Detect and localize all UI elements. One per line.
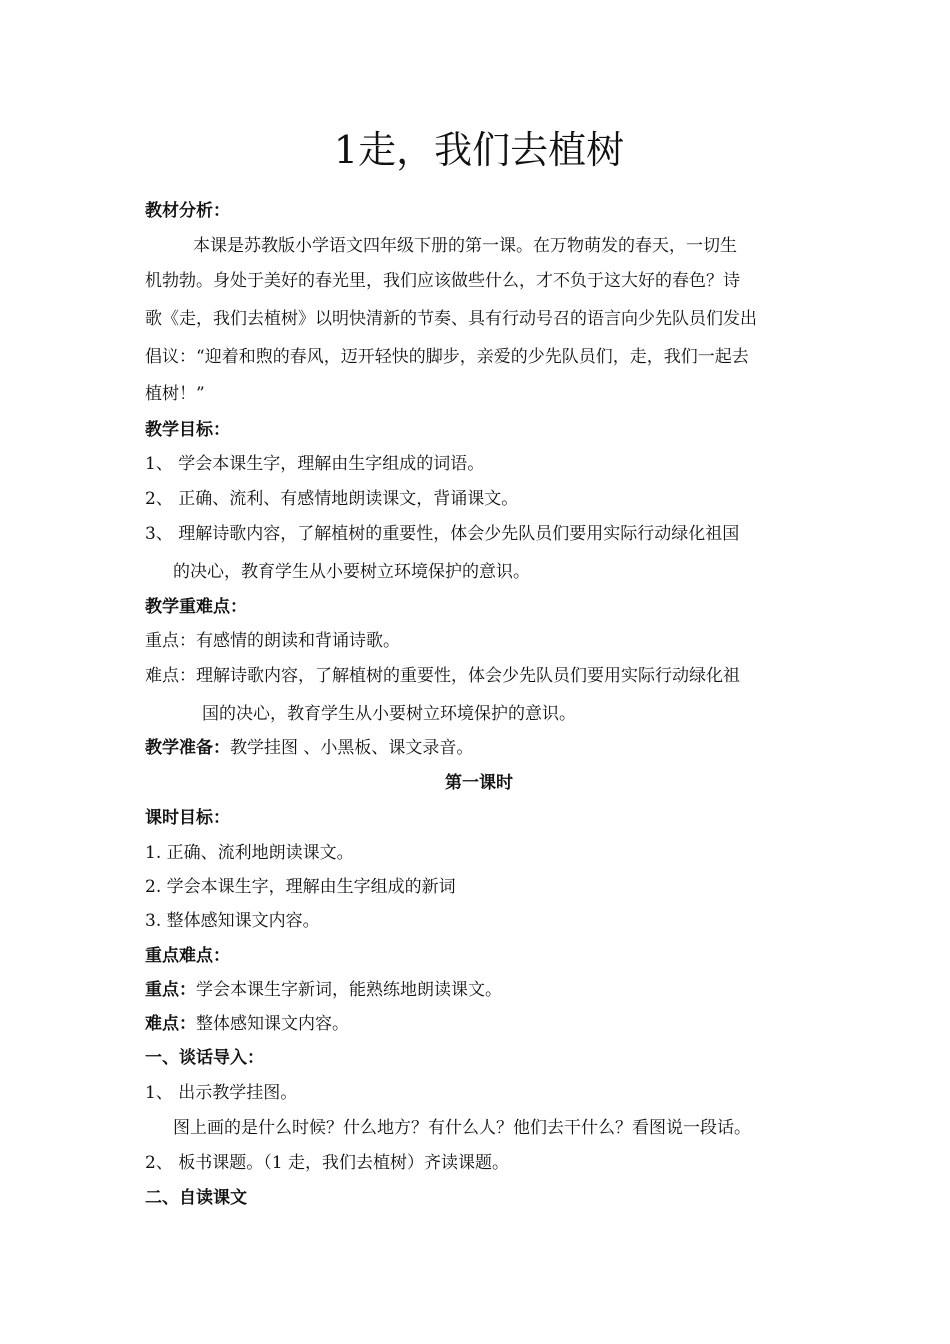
analysis-line-3: 歌《走，我们去植树》以明快清新的节奏、具有行动号召的语言向少先队员们发出 bbox=[145, 309, 757, 329]
analysis-line-4: 倡议：“迎着和煦的春风，迈开轻快的脚步，亲爱的少先队员们，走，我们一起去 bbox=[145, 347, 749, 367]
lesson1-goal-2: 2. 学会本课生字，理解由生字组成的新词 bbox=[145, 877, 456, 897]
lesson1-key-text: 学会本课生字新词，能熟练地朗读课文。 bbox=[196, 980, 502, 1000]
goals-heading: 教学目标： bbox=[145, 420, 230, 440]
lesson1-goal-3: 3. 整体感知课文内容。 bbox=[145, 911, 320, 931]
lesson1-key-label: 重点： bbox=[145, 980, 196, 1000]
prep-text: 教学挂图 、小黑板、课文录音。 bbox=[230, 738, 474, 758]
goal-item-3-cont: 的决心，教育学生从小要树立环境保护的意识。 bbox=[173, 562, 530, 582]
lesson1-goals-heading: 课时目标： bbox=[145, 808, 230, 828]
lesson1-key-line bbox=[145, 978, 502, 1002]
goal-item-1: 1、 学会本课生字，理解由生字组成的词语。 bbox=[145, 454, 485, 474]
section1-paragraph: 图上画的是什么时候？什么地方？有什么人？他们去干什么？看图说一段话。 bbox=[173, 1118, 751, 1138]
keypoints-difficult-cont: 国的决心，教育学生从小要树立环境保护的意识。 bbox=[202, 704, 576, 724]
lesson1-diff-label: 难点： bbox=[145, 1014, 196, 1034]
analysis-line-2: 机勃勃。身处于美好的春光里，我们应该做些什么，才不负于这大好的春色？诗 bbox=[145, 271, 740, 291]
section1-heading: 一、谈话导入： bbox=[145, 1048, 264, 1068]
lesson1-kd-heading: 重点难点： bbox=[145, 946, 230, 966]
keypoints-heading: 教学重难点： bbox=[145, 597, 247, 617]
analysis-line-1: 本课是苏教版小学语文四年级下册的第一课。在万物萌发的春天，一切生 bbox=[193, 236, 737, 256]
prep-line bbox=[145, 736, 473, 760]
analysis-heading: 教材分析： bbox=[145, 201, 230, 221]
goal-item-2: 2、 正确、流利、有感情地朗读课文，背诵课文。 bbox=[145, 489, 519, 509]
analysis-line-5: 植树！” bbox=[145, 384, 205, 404]
keypoints-difficult: 难点：理解诗歌内容，了解植树的重要性，体会少先队员们要用实际行动绿化祖 bbox=[145, 666, 740, 686]
goal-item-3: 3、 理解诗歌内容，了解植树的重要性，体会少先队员们要用实际行动绿化祖国 bbox=[145, 524, 740, 544]
page-title: 1走，我们去植树 bbox=[333, 128, 625, 172]
lesson1-goal-1: 1. 正确、流利地朗读课文。 bbox=[145, 843, 354, 863]
lesson1-heading: 第一课时 bbox=[445, 773, 513, 793]
section2-heading: 二、自读课文 bbox=[145, 1188, 247, 1208]
section1-item-1: 1、 出示教学挂图。 bbox=[145, 1083, 298, 1103]
lesson1-diff-line bbox=[145, 1012, 349, 1036]
prep-label: 教学准备： bbox=[145, 738, 230, 758]
section1-item-2: 2、 板书课题。（1 走，我们去植树）齐读课题。 bbox=[145, 1153, 509, 1173]
lesson1-diff-text: 整体感知课文内容。 bbox=[196, 1014, 349, 1034]
keypoints-key: 重点：有感情的朗读和背诵诗歌。 bbox=[145, 631, 400, 651]
